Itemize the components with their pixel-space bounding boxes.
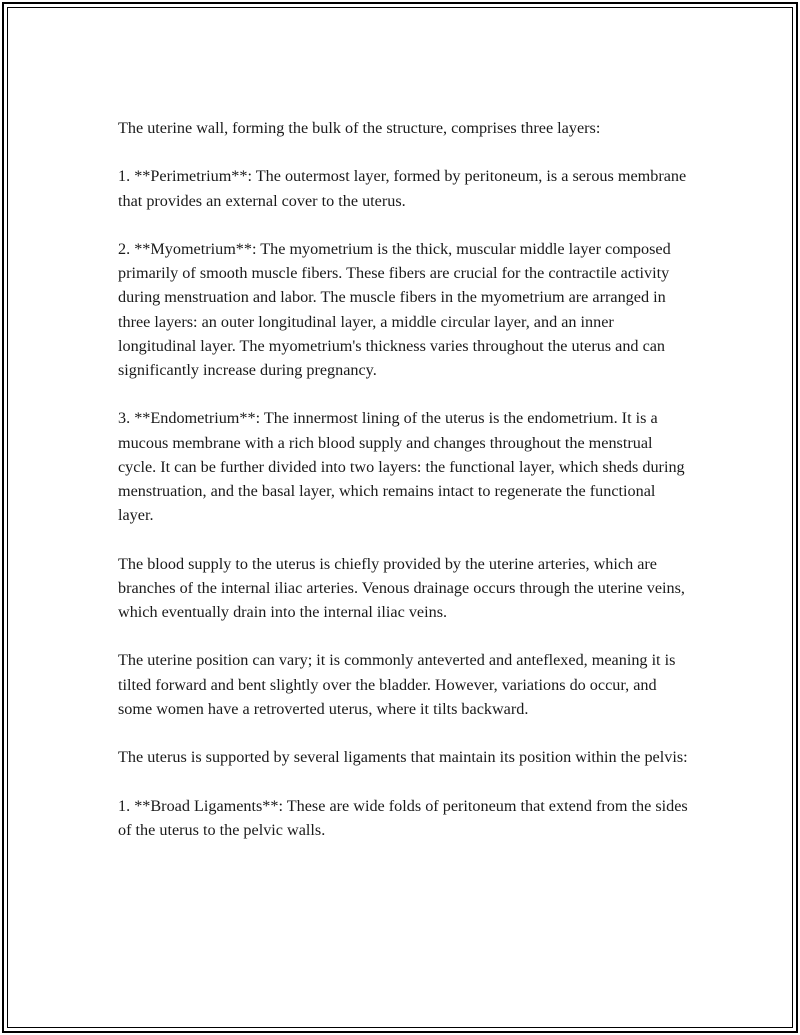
paragraph-perimetrium: 1. **Perimetrium**: The outermost layer, formed by peritoneum, is a serous membrane that provides an external cover to the uterus.: [118, 167, 687, 210]
paragraph-ligaments-intro: The uterus is supported by several ligaments that maintain its position within the pelvis:: [118, 748, 688, 767]
paragraph-blood-supply: The blood supply to the uterus is chiefly provided by the uterine arteries, which are branches of the internal iliac arteries. Venous drainage occurs through the uterine veins, which eventually drain into the internal iliac veins.: [118, 554, 685, 621]
document-body: [118, 116, 688, 866]
paragraph-broad-ligaments: 1. **Broad Ligaments**: These are wide folds of peritoneum that extend from the sides of the uterus to the pelvic walls.: [118, 796, 688, 839]
paragraph-myometrium: 2. **Myometrium**: The myometrium is the thick, muscular middle layer composed primarily of smooth muscle fibers. These fibers are crucial for the contractile activity during menstruation and labor. The muscle fibers in the myometrium are arranged in three layers: an outer longitudinal layer, a middle circular layer, and an inner longitudinal layer. The myometrium's thickness varies throughout the uterus and can significantly increase during pregnancy.: [118, 239, 671, 379]
paragraph-uterine-position: The uterine position can vary; it is commonly anteverted and anteflexed, meaning it is tilted forward and bent slightly over the bladder. However, variations do occur, and some women have a retroverted uterus, where it tilts backward.: [118, 651, 676, 718]
paragraph-intro: The uterine wall, forming the bulk of the structure, comprises three layers:: [118, 119, 601, 137]
paragraph-endometrium: 3. **Endometrium**: The innermost lining of the uterus is the endometrium. It is a mucous membrane with a rich blood supply and changes throughout the menstrual cycle. It can be further divided into two layers: the functional layer, which sheds during menstruation, and the basal layer, which remains intact to regenerate the functional layer.: [118, 409, 685, 525]
